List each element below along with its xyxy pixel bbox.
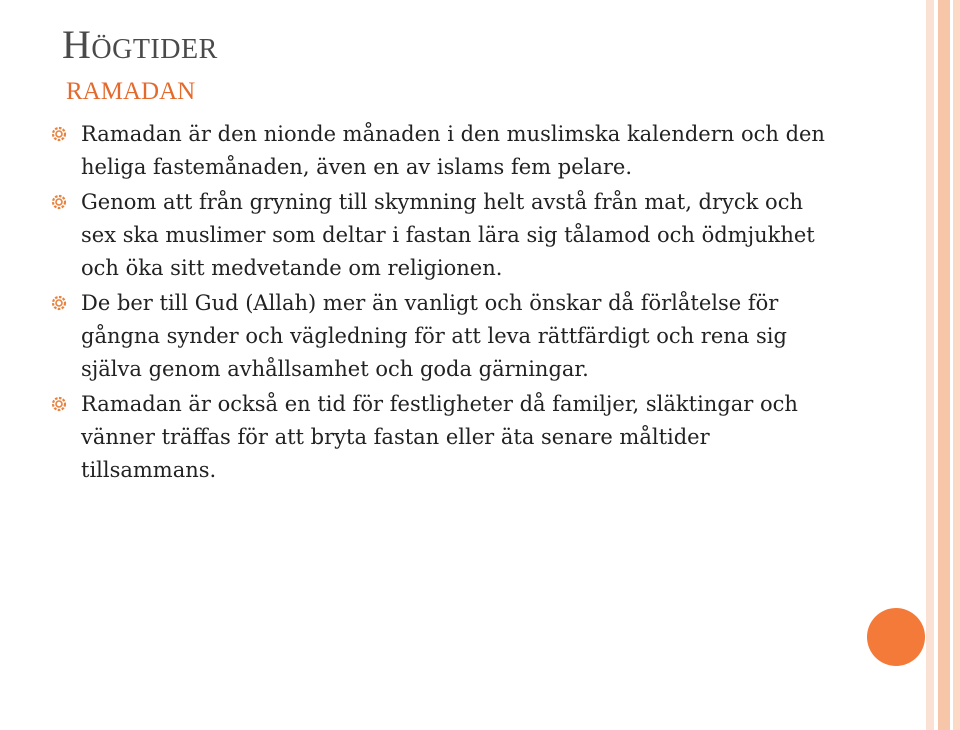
slide-title: Högtider <box>62 22 218 67</box>
decorative-stripe <box>926 0 934 730</box>
list-item <box>50 287 830 386</box>
gear-bullet-icon <box>50 193 68 211</box>
decorative-stripe <box>953 0 960 730</box>
list-item <box>50 118 830 184</box>
list-item <box>50 186 830 285</box>
gear-bullet-icon <box>50 125 68 143</box>
gear-bullet-icon <box>50 294 68 312</box>
slide-subtitle: RAMADAN <box>66 78 196 105</box>
decorative-circle <box>867 608 925 666</box>
list-item <box>50 388 830 487</box>
bullet-text: Genom att från gryning till skymning helt avstå från mat, dryck och sex ska muslimer som deltar i fastan lära sig tålamod och ödmjukhet och öka sitt medvetande om religionen. <box>81 190 815 280</box>
bullet-text: Ramadan är också en tid för festligheter då familjer, släktingar och vänner träffas för att bryta fastan eller äta senare måltider tillsammans. <box>81 392 798 482</box>
bullet-list <box>50 118 830 489</box>
gear-bullet-icon <box>50 395 68 413</box>
bullet-text: De ber till Gud (Allah) mer än vanligt och önskar då förlåtelse för gångna synder och vägledning för att leva rättfärdigt och rena sig själva genom avhållsamhet och goda gärningar. <box>81 291 787 381</box>
decorative-stripe <box>938 0 950 730</box>
bullet-text: Ramadan är den nionde månaden i den muslimska kalendern och den heliga fastemånaden, även en av islams fem pelare. <box>81 122 825 179</box>
